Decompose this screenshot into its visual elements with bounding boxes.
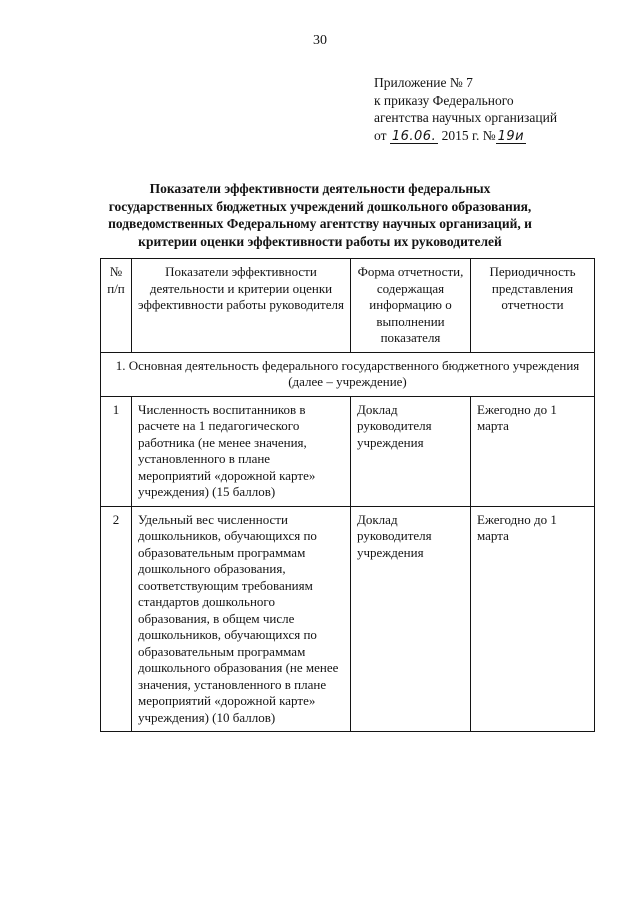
header-num: № п/п: [101, 259, 132, 353]
document-title: [82, 180, 558, 250]
appendix-line-3: агентства научных организаций: [374, 110, 558, 125]
row-form: Доклад руководителя учреждения: [351, 396, 471, 506]
section-heading: 1. Основная деятельность федерального государственного бюджетного учреждения (далее – учреждение): [101, 352, 595, 396]
title-line-4: критерии оценки эффективности работы их руководителей: [138, 233, 502, 249]
title-line-2: государственных бюджетных учреждений дошкольного образования,: [108, 198, 532, 214]
title-line-3: подведомственных Федеральному агентству научных организаций, и: [108, 216, 532, 231]
row-num: 1: [101, 396, 132, 506]
row-indicator: Удельный вес численности дошкольников, обучающихся по образовательным программам дошкольного образования, соответствующим требованиям стандартов дошкольного образования, в общем числе дошкольников, обучающихся по образовательным программам дошкольного образования (не менее значения, установленного в плане мероприятий «дорожной карте» учреждения) (10 баллов): [132, 506, 351, 732]
appendix-date-line: [374, 127, 557, 145]
number-prefix: №: [482, 127, 496, 143]
appendix-line-2: к приказу Федерального: [374, 92, 514, 108]
table-row: [101, 396, 595, 506]
date-year: 2015 г.: [441, 127, 480, 143]
table-row: [101, 506, 595, 732]
header-indicator: Показатели эффективности деятельности и критерии оценки эффективности работы руководителя: [132, 259, 351, 353]
row-form: Доклад руководителя учреждения: [351, 506, 471, 732]
header-form: Форма отчетности, содержащая информацию о выполнении показателя: [351, 259, 471, 353]
handwritten-date: 16.06.: [391, 128, 437, 144]
handwritten-number: 19и: [497, 128, 525, 144]
section-row: [101, 352, 595, 396]
appendix-block: [374, 74, 557, 144]
title-line-1: Показатели эффективности деятельности федеральных: [149, 181, 491, 196]
table-header-row: [101, 259, 595, 353]
row-num: 2: [101, 506, 132, 732]
row-period: Ежегодно до 1 марта: [471, 396, 595, 506]
page-number: 30: [313, 33, 327, 48]
indicators-table: [100, 258, 595, 732]
appendix-line-1: Приложение № 7: [374, 75, 473, 90]
row-indicator: Численность воспитанников в расчете на 1 педагогического работника (не менее значения, установленного в плане мероприятий «дорожной карте» учреждения) (15 баллов): [132, 396, 351, 506]
row-period: Ежегодно до 1 марта: [471, 506, 595, 732]
header-period: Периодичность представления отчетности: [471, 259, 595, 353]
date-prefix: от: [374, 127, 387, 143]
